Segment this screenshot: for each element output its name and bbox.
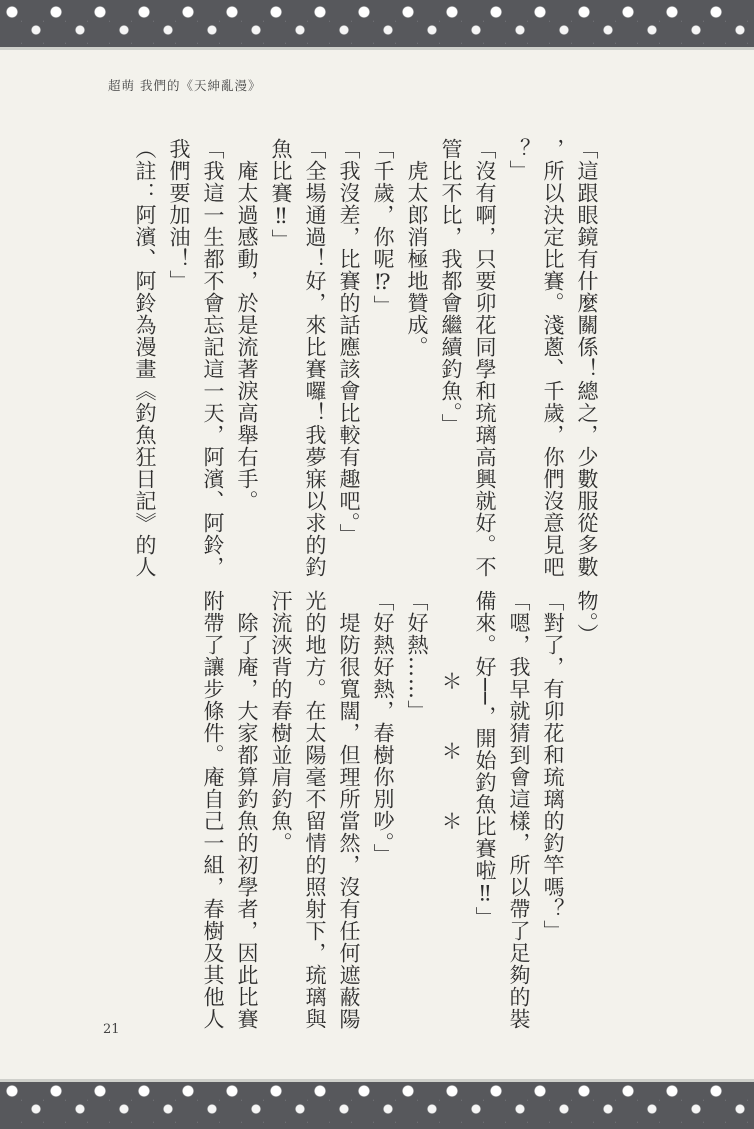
text-line: 除了庵，大家都算釣魚的初學者，因此比賽 [235,590,259,1030]
text-line: 「千歲，你呢⁉」 [371,138,395,317]
text-line: 汗流浹背的春樹並肩釣魚。 [269,590,293,854]
text-line: 「好熱好熱，春樹你別吵。」 [371,590,395,866]
floral-border-top [0,0,754,50]
text-line: 虎太郎消極地贊成。 [405,138,429,358]
text-line: 「我這一生都不會忘記這一天，阿濱、阿鈴， [201,138,225,578]
text-line: 堤防很寬闊，但理所當然，沒有任何遮蔽陽 [337,590,361,1030]
text-line: 「沒有啊，只要卯花同學和琉璃高興就好。不 [473,138,497,578]
scene-break: ＊ ＊ ＊ [439,670,463,845]
text-line: 管比不比，我都會繼續釣魚。」 [439,138,463,436]
text-line: 「全場通過！好，來比賽囉！我夢寐以求的釣 [303,138,327,578]
text-line: 「這跟眼鏡有什麼關係！總之，少數服從多數 [575,138,599,578]
text-line: 物。） [575,590,599,646]
text-line: 附帶了讓步條件。庵自己一組，春樹及其他人 [201,590,225,1030]
text-line: ，所以決定比賽。淺蔥、千歲，你們沒意見吧 [541,138,565,578]
text-line: 「對了，有卯花和琉璃的釣竿嗎？」 [541,590,565,942]
text-line: 庵太過感動，於是流著淚高舉右手。 [235,138,259,512]
text-line: 光的地方。在太陽毫不留情的照射下，琉璃與 [303,590,327,1030]
text-line: ？」 [507,138,531,182]
text-block-upper [128,138,604,578]
text-line: 「好熱……」 [405,590,429,722]
running-head: 超萌 我們的《天紳亂漫》 [108,78,262,93]
floral-border-bottom [0,1079,754,1129]
page-number: 21 [103,1022,120,1037]
text-block-lower [196,590,604,1030]
text-line: 備來。好──，開始釣魚比賽啦‼」 [473,590,497,929]
text-line: 我們要加油！」 [167,138,191,292]
text-line: （註：阿濱、阿鈴為漫畫《釣魚狂日記》的人 [133,138,157,578]
text-line: 魚比賽‼」 [269,138,293,251]
text-line: 「我沒差，比賽的話應該會比較有趣吧。」 [337,138,361,546]
text-line: 「嗯，我早就猜到會這樣，所以帶了足夠的裝 [507,590,531,1030]
